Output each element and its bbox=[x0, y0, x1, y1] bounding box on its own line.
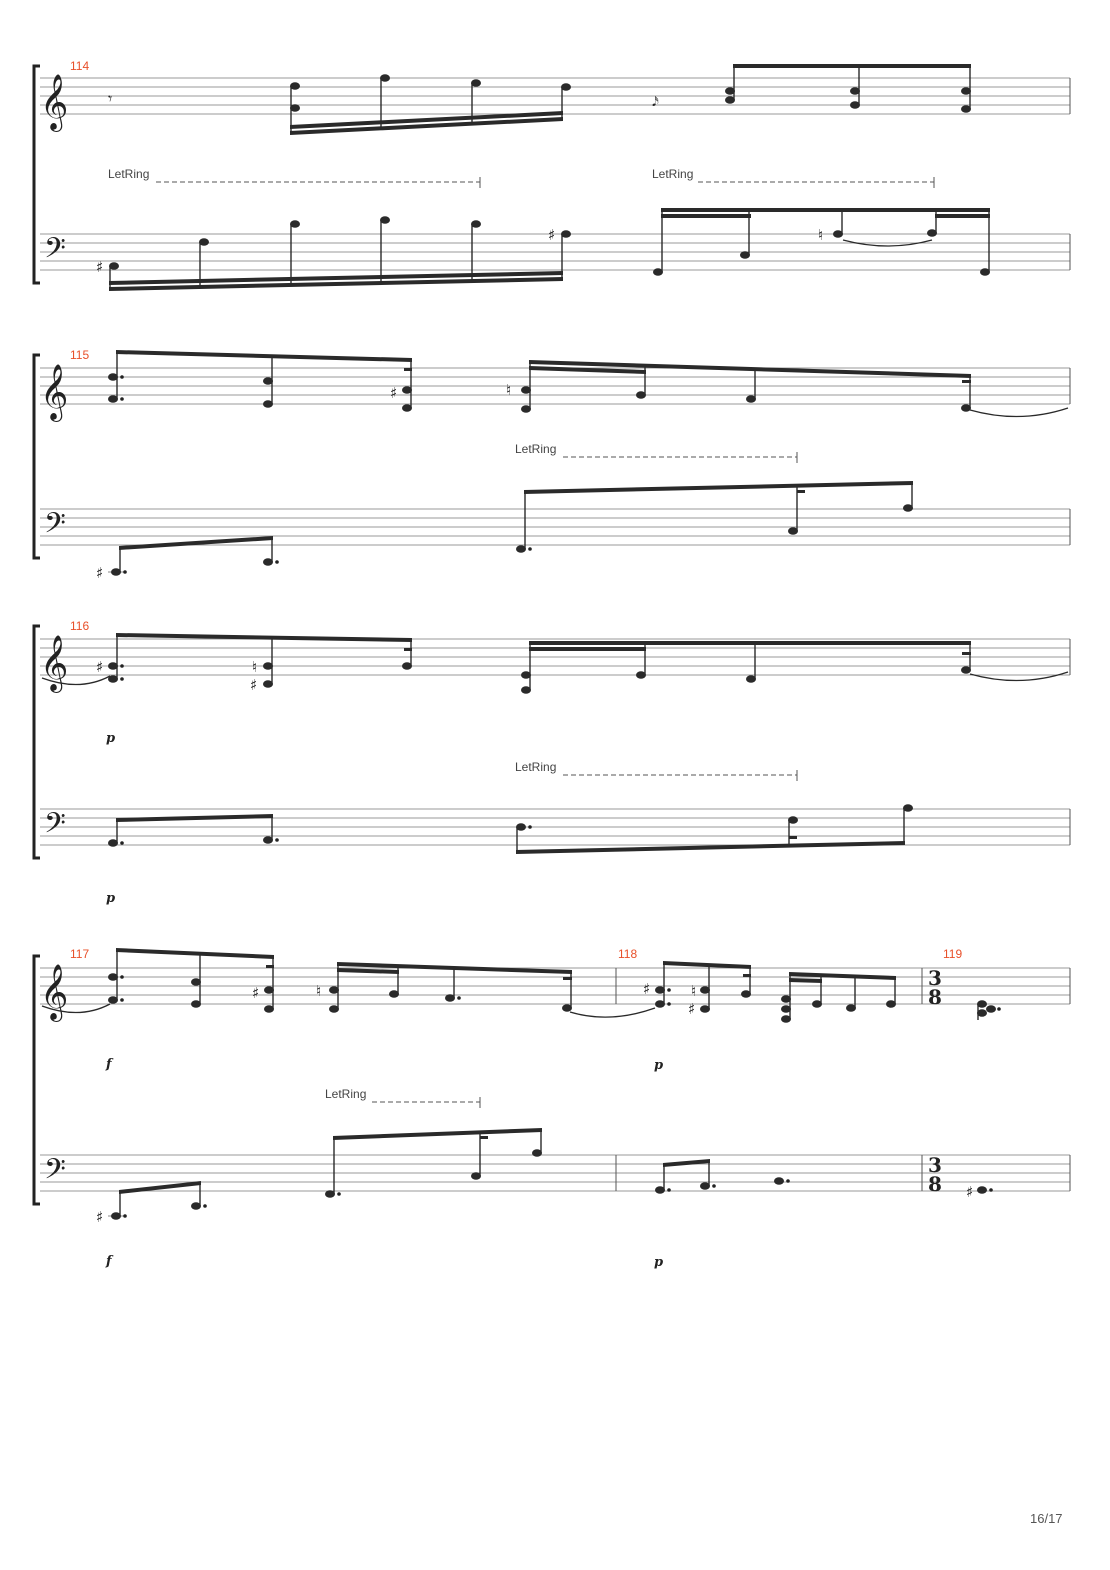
measure-number: 116 bbox=[70, 619, 90, 633]
measure-number: 119 bbox=[943, 947, 963, 961]
sharp-icon: ♯ bbox=[96, 258, 104, 276]
system-4 bbox=[34, 947, 1070, 1270]
eighth-rest-icon: 𝄾 bbox=[108, 89, 113, 108]
note-group bbox=[521, 641, 1068, 694]
note-group bbox=[516, 481, 913, 553]
note-group bbox=[977, 1000, 1001, 1020]
note-group bbox=[108, 814, 279, 847]
natural-icon: ♮ bbox=[506, 381, 512, 399]
bass-staff bbox=[40, 809, 1070, 845]
note-group bbox=[108, 350, 412, 412]
sharp-icon: ♯ bbox=[96, 1208, 104, 1226]
sharp-icon: ♯ bbox=[252, 984, 260, 1002]
time-signature-denominator: 8 bbox=[928, 985, 942, 1009]
treble-staff bbox=[40, 78, 1070, 114]
dynamic-marking: p bbox=[654, 1058, 664, 1073]
sharp-icon: ♯ bbox=[688, 1000, 696, 1018]
sharp-icon: ♯ bbox=[250, 676, 258, 694]
bass-staff bbox=[40, 509, 1070, 545]
note-group bbox=[643, 961, 751, 1018]
dynamic-marking: f bbox=[106, 1254, 112, 1269]
note-group bbox=[966, 1183, 993, 1201]
page-number: 16/17 bbox=[1030, 1511, 1063, 1526]
dynamic-marking: p bbox=[654, 1255, 664, 1270]
time-signature-numerator: 3 bbox=[928, 1153, 942, 1177]
let-ring-label: LetRing bbox=[515, 760, 557, 774]
sharp-icon: ♯ bbox=[643, 980, 651, 998]
sharp-icon: ♯ bbox=[390, 384, 398, 402]
note-group bbox=[653, 208, 990, 276]
dynamic-marking: f bbox=[106, 1057, 112, 1072]
let-ring-label: LetRing bbox=[325, 1087, 367, 1101]
let-ring-label: LetRing bbox=[515, 442, 557, 456]
note-group bbox=[316, 962, 655, 1017]
note-group bbox=[96, 1181, 207, 1226]
system-2 bbox=[34, 348, 1070, 582]
note-group bbox=[96, 216, 571, 291]
measure-number: 118 bbox=[618, 947, 638, 961]
note-group bbox=[325, 1128, 542, 1198]
natural-icon: ♮ bbox=[252, 658, 258, 676]
sharp-icon: ♯ bbox=[96, 564, 104, 582]
system-3 bbox=[34, 619, 1070, 906]
bass-clef-icon: 𝄢 bbox=[44, 1153, 66, 1193]
let-ring-label: LetRing bbox=[652, 167, 694, 181]
treble-clef-icon: 𝄞 bbox=[40, 964, 69, 1020]
natural-icon: ♮ bbox=[818, 226, 824, 244]
treble-clef-icon: 𝄞 bbox=[40, 364, 69, 420]
sharp-icon: ♯ bbox=[966, 1183, 974, 1201]
note-group bbox=[781, 972, 896, 1023]
let-ring-label: LetRing bbox=[108, 167, 150, 181]
dynamic-marking: p bbox=[106, 891, 116, 906]
system-1 bbox=[34, 59, 1070, 291]
bass-clef-icon: 𝄢 bbox=[44, 507, 66, 547]
sharp-icon: ♯ bbox=[96, 658, 104, 676]
note-group bbox=[42, 633, 412, 694]
time-signature-numerator: 3 bbox=[928, 966, 942, 990]
note-group bbox=[516, 804, 913, 854]
measure-number: 115 bbox=[70, 348, 90, 362]
bass-clef-icon: 𝄢 bbox=[44, 232, 66, 272]
dynamic-marking: p bbox=[106, 731, 116, 746]
sharp-icon: ♯ bbox=[548, 226, 556, 244]
treble-clef-icon: 𝄞 bbox=[40, 74, 69, 130]
measure-number: 117 bbox=[70, 947, 90, 961]
measure-number: 114 bbox=[70, 59, 90, 73]
bass-clef-icon: 𝄢 bbox=[44, 807, 66, 847]
natural-icon: ♮ bbox=[691, 982, 697, 1000]
grace-note-icon: 𝅘𝅥𝅯 bbox=[652, 95, 659, 110]
natural-icon: ♮ bbox=[316, 982, 322, 1000]
time-signature-denominator: 8 bbox=[928, 1172, 942, 1196]
note-group bbox=[96, 536, 279, 582]
treble-clef-icon: 𝄞 bbox=[40, 635, 69, 691]
